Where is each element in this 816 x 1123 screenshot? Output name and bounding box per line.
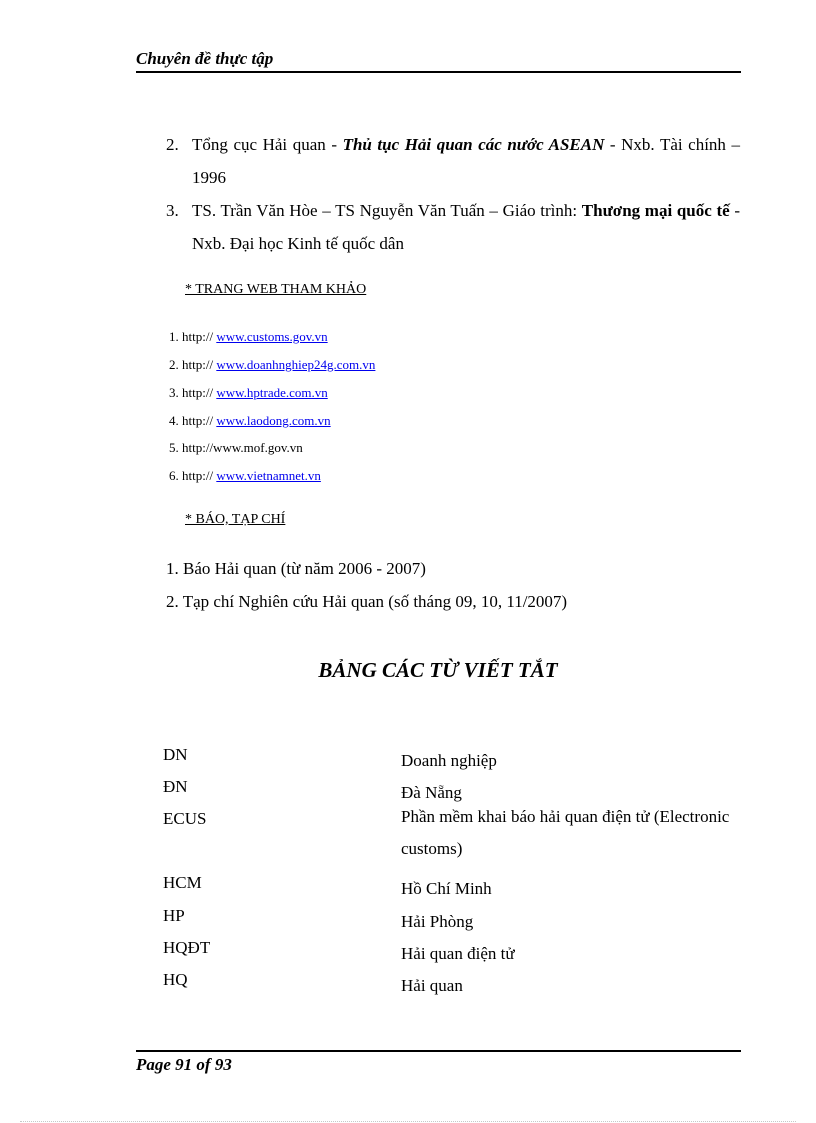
website-link[interactable]: www.laodong.com.vn — [216, 413, 331, 428]
website-prefix: http://www.mof.gov.vn — [182, 440, 303, 455]
footer-rule — [136, 1050, 741, 1052]
news-item: 1. Báo Hải quan (từ năm 2006 - 2007) — [166, 559, 426, 578]
abbreviation-code: HP — [163, 906, 185, 925]
abbreviation-meaning: Doanh nghiệp — [401, 751, 497, 770]
reference-publisher: - Nxb. Đại học Kinh tế quốc dân — [192, 201, 740, 253]
header-rule — [136, 71, 741, 73]
abbreviation-code: HQĐT — [163, 938, 211, 957]
websites-heading: * TRANG WEB THAM KHẢO — [185, 282, 367, 297]
abbreviation-code: DN — [163, 745, 188, 764]
website-number: 1. — [169, 329, 179, 344]
reference-number: 3. — [166, 201, 179, 220]
reference-authors: TS. Trần Văn Hòe – TS Nguyễn Văn Tuấn – Giáo trình: — [192, 201, 582, 220]
website-item — [169, 468, 321, 484]
abbreviation-meaning: Đà Nẵng — [401, 783, 462, 802]
abbreviation-code: ECUS — [163, 809, 207, 828]
abbreviation-meaning: Hồ Chí Minh — [401, 879, 492, 898]
reference-title: Thương mại quốc tế — [581, 201, 730, 220]
website-item — [169, 329, 328, 345]
header-title: Chuyên đề thực tập — [136, 49, 274, 68]
news-item: 2. Tạp chí Nghiên cứu Hải quan (số tháng 09, 10, 11/2007) — [166, 592, 568, 611]
website-item — [169, 385, 328, 401]
reference-body — [192, 128, 740, 194]
website-prefix: http:// — [182, 329, 217, 344]
website-prefix: http:// — [182, 468, 217, 483]
abbreviation-code: ĐN — [163, 777, 188, 796]
abbreviation-meaning: Hải quan điện tử — [401, 944, 515, 963]
website-item — [169, 413, 331, 429]
website-number: 5. — [169, 440, 179, 455]
website-prefix: http:// — [182, 357, 217, 372]
website-link[interactable]: www.doanhnghiep24g.com.vn — [216, 357, 376, 372]
page-number: Page 91 of 93 — [136, 1055, 232, 1074]
abbreviation-meaning: Hải quan — [401, 976, 463, 995]
reference-item — [166, 194, 740, 260]
reference-item — [166, 128, 740, 194]
page-bottom-border — [20, 1121, 796, 1122]
website-prefix: http:// — [182, 413, 217, 428]
abbreviation-meaning: Hải Phòng — [401, 912, 474, 931]
reference-authors: Tổng cục Hải quan - — [192, 135, 343, 154]
website-link[interactable]: www.hptrade.com.vn — [216, 385, 328, 400]
abbreviation-meaning: Phần mềm khai báo hải quan điện tử (Electronic customs) — [401, 807, 730, 858]
reference-body — [192, 194, 740, 260]
website-number: 3. — [169, 385, 179, 400]
reference-title: Thủ tục Hải quan các nước ASEAN — [342, 135, 605, 154]
news-heading: * BÁO, TẠP CHÍ — [185, 512, 286, 527]
website-item — [169, 357, 375, 373]
abbreviations-title: BẢNG CÁC TỪ VIẾT TẮT — [318, 658, 558, 682]
website-link[interactable]: www.vietnamnet.vn — [216, 468, 321, 483]
abbreviation-code: HQ — [163, 970, 188, 989]
reference-number: 2. — [166, 135, 179, 154]
reference-publisher: - Nxb. Tài chính – 1996 — [192, 135, 740, 187]
website-number: 4. — [169, 413, 179, 428]
abbreviation-code: HCM — [163, 873, 202, 892]
website-prefix: http:// — [182, 385, 217, 400]
website-number: 6. — [169, 468, 179, 483]
website-link[interactable]: www.customs.gov.vn — [216, 329, 328, 344]
website-number: 2. — [169, 357, 179, 372]
website-item — [169, 440, 303, 456]
